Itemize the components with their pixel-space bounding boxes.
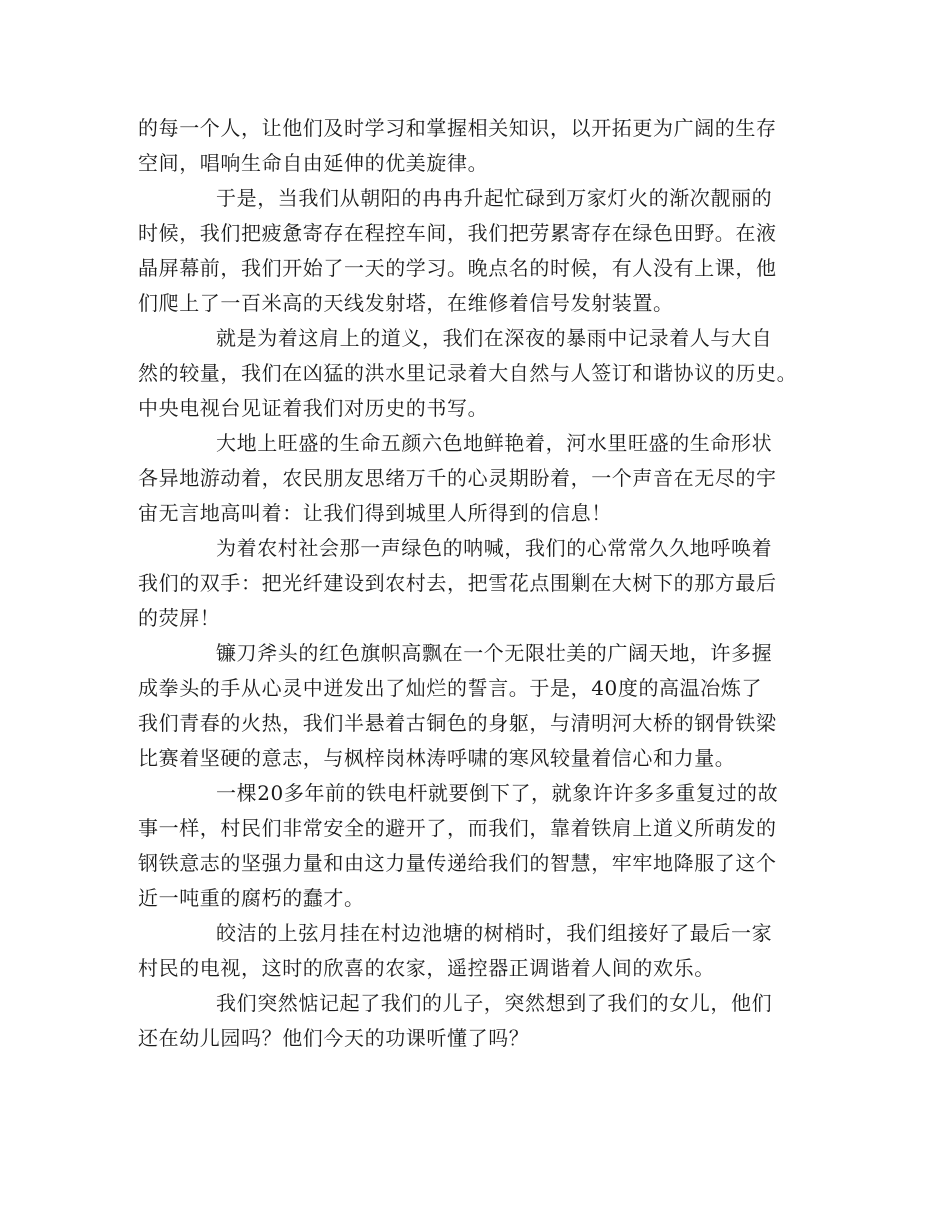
text-line: 比赛着坚硬的意志，与枫梓岗林涛呼啸的寒风较量着信心和力量。 — [138, 746, 736, 770]
text-line: 宙无言地高叫着：让我们得到城里人所得到的信息！ — [138, 501, 612, 525]
paragraph-9 — [138, 986, 818, 1056]
paragraph-3 — [138, 321, 818, 426]
text-line: 一棵20多年前的铁电杆就要倒下了，就象许许多多重复过的故 — [216, 781, 779, 805]
text-line: 还在幼儿园吗？他们今天的功课听懂了吗？ — [138, 1026, 530, 1050]
text-line: 的每一个人，让他们及时学习和掌握相关知识，以开拓更为广阔的生存 — [138, 116, 777, 140]
text-line: 晶屏幕前，我们开始了一天的学习。晚点名的时候，有人没有上课，他 — [138, 256, 777, 280]
text-line: 我们青春的火热，我们半悬着古铜色的身躯，与清明河大桥的钢骨铁梁 — [138, 711, 777, 735]
text-line: 中央电视台见证着我们对历史的书写。 — [138, 396, 489, 420]
text-line: 各异地游动着，农民朋友思绪万千的心灵期盼着，一个声音在无尽的宇 — [138, 466, 777, 490]
text-line: 皎洁的上弦月挂在村边池塘的树梢时，我们组接好了最后一家 — [216, 921, 773, 945]
paragraph-4 — [138, 426, 818, 531]
paragraph-8 — [138, 916, 818, 986]
text-line: 时候，我们把疲惫寄存在程控车间，我们把劳累寄存在绿色田野。在液 — [138, 221, 777, 245]
text-line: 的荧屏！ — [138, 606, 221, 630]
text-line: 于是，当我们从朝阳的冉冉升起忙碌到万家灯火的渐次靓丽的 — [216, 186, 773, 210]
paragraph-6 — [138, 636, 818, 776]
text-line: 然的较量，我们在凶猛的洪水里记录着大自然与人签订和谐协议的历史。 — [138, 361, 798, 385]
text-line: 近一吨重的腐朽的蠢才。 — [138, 886, 365, 910]
text-line: 事一样，村民们非常安全的避开了，而我们，靠着铁肩上道义所萌发的 — [138, 816, 777, 840]
paragraph-1 — [138, 111, 818, 181]
text-line: 们爬上了一百米高的天线发射塔，在维修着信号发射装置。 — [138, 291, 674, 315]
paragraph-5 — [138, 531, 818, 636]
text-line: 我们突然惦记起了我们的儿子，突然想到了我们的女儿，他们 — [216, 991, 773, 1015]
text-line: 村民的电视，这时的欣喜的农家，遥控器正调谐着人间的欢乐。 — [138, 956, 715, 980]
text-line: 镰刀斧头的红色旗帜高飘在一个无限壮美的广阔天地，许多握 — [216, 641, 773, 665]
text-line: 我们的双手：把光纤建设到农村去，把雪花点围剿在大树下的那方最后 — [138, 571, 777, 595]
text-line: 大地上旺盛的生命五颜六色地鲜艳着，河水里旺盛的生命形状 — [216, 431, 773, 455]
text-line: 空间，唱响生命自由延伸的优美旋律。 — [138, 151, 489, 175]
text-line: 成拳头的手从心灵中迸发出了灿烂的誓言。于是，40度的高温冶炼了 — [138, 676, 763, 700]
text-line: 钢铁意志的坚强力量和由这力量传递给我们的智慧，牢牢地降服了这个 — [138, 851, 777, 875]
text-line: 为着农村社会那一声绿色的呐喊，我们的心常常久久地呼唤着 — [216, 536, 773, 560]
paragraph-2 — [138, 181, 818, 321]
paragraph-7 — [138, 776, 818, 916]
document-page — [138, 111, 818, 1056]
text-line: 就是为着这肩上的道义，我们在深夜的暴雨中记录着人与大自 — [216, 326, 773, 350]
